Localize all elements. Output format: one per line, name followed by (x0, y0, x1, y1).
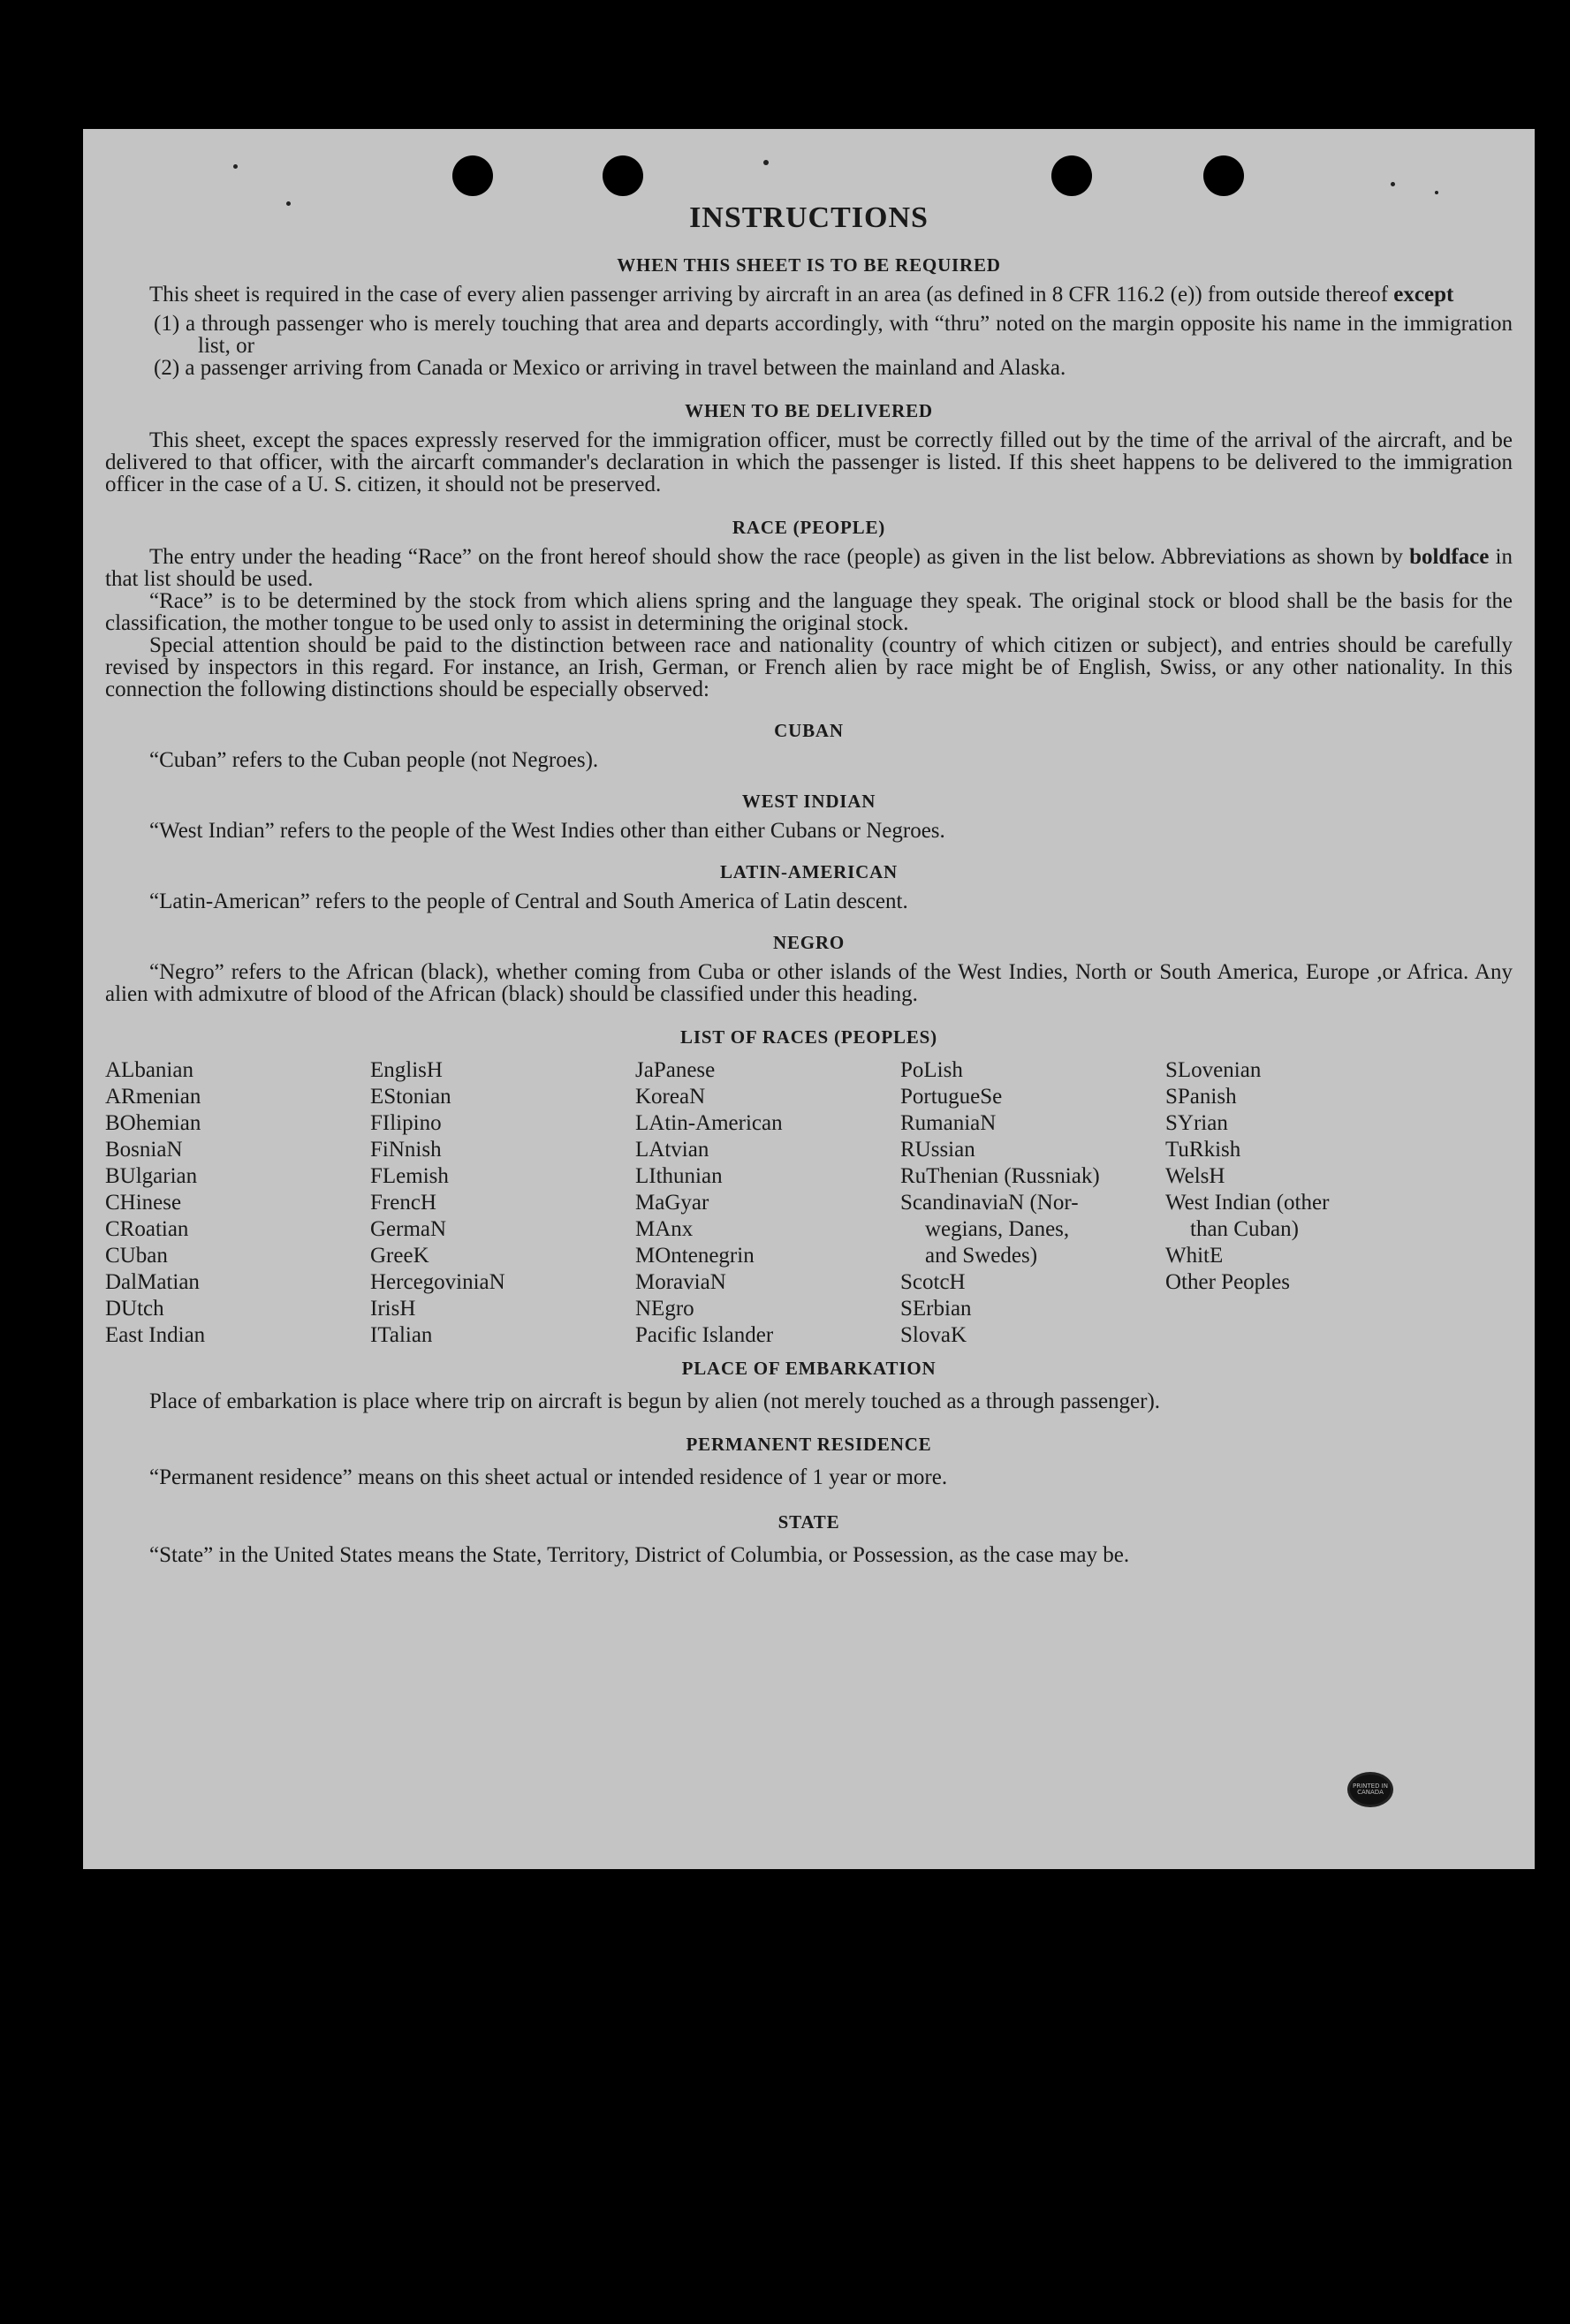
section-heading: WHEN THIS SHEET IS TO BE REQUIRED (617, 254, 1001, 276)
race-item: RumaniaN (900, 1111, 997, 1135)
races-column (105, 1057, 370, 1349)
speck (763, 160, 769, 165)
race-item: WelsH (1165, 1164, 1225, 1188)
race-item: TuRkish (1165, 1138, 1241, 1162)
required-item-2: (2) a passenger arriving from Canada or Mexico or arriving in travel between the mainland and Alaska. (154, 356, 1066, 380)
embarkation-text: Place of embarkation is place where trip on aircraft is begun by alien (not merely touched as a through passenger). (149, 1389, 1161, 1413)
latin-american-text: “Latin-American” refers to the people of Central and South America of Latin descent. (149, 889, 908, 913)
race-item: wegians, Danes, (925, 1217, 1070, 1241)
race-item: GreeK (370, 1244, 429, 1268)
race-item: LAtvian (635, 1138, 709, 1162)
delivered-text: This sheet, except the spaces expressly reserved for the immigration officer, must be correctly filled out by the time of the arrival of the aircraft, and be delivered to that officer, with the aircarft commander's declaration in which the passenger is listed. If this sheet happens to be delivered to the immigration officer in the case of a U. S. citizen, it should not be preserved. (105, 428, 1513, 496)
race-p1-bold: boldface (1409, 545, 1490, 569)
section-heading: WHEN TO BE DELIVERED (685, 400, 933, 421)
section-heading: PERMANENT RESIDENCE (686, 1434, 932, 1455)
race-item: MAnx (635, 1217, 694, 1241)
race-item: RUssian (900, 1138, 975, 1162)
speck (233, 164, 238, 169)
race-p1-tail: in that list should be used. (105, 545, 1513, 591)
race-item: ARmenian (105, 1085, 201, 1109)
race-item: FIlipino (370, 1111, 442, 1135)
race-item: PoLish (900, 1058, 963, 1082)
race-item: KoreaN (635, 1085, 706, 1109)
race-paragraph-2: “Race” is to be determined by the stock from which aliens spring and the language they speak. The original stock or blood shall be the basis for the classification, the mother tongue to be used only to assist in determining the original stock. (105, 589, 1513, 635)
race-item: FiNnish (370, 1138, 442, 1162)
race-item: West Indian (other (1165, 1191, 1330, 1215)
race-item: BUlgarian (105, 1164, 198, 1188)
race-item: JaPanese (635, 1058, 716, 1082)
race-p1-text: The entry under the heading “Race” on the front hereof should show the race (people) as given in the list below. Abbreviations as shown by (149, 545, 1410, 569)
races-column (370, 1057, 635, 1349)
race-item: Other Peoples (1165, 1270, 1290, 1294)
instructions-body (105, 242, 1513, 1566)
race-item: SPanish (1165, 1085, 1237, 1109)
section-heading: LATIN-AMERICAN (720, 861, 898, 882)
punch-hole (1203, 155, 1244, 196)
race-item: EnglisH (370, 1058, 443, 1082)
race-item: ScandinaviaN (Nor- (900, 1191, 1079, 1215)
race-item: MaGyar (635, 1191, 709, 1215)
race-item: LAtin-American (635, 1111, 783, 1135)
speck (1435, 191, 1438, 194)
punch-hole (1051, 155, 1092, 196)
race-item: SYrian (1165, 1111, 1228, 1135)
race-item: RuThenian (Russniak) (900, 1164, 1100, 1188)
section-heading: LIST OF RACES (PEOPLES) (680, 1026, 937, 1048)
race-item: ITalian (370, 1323, 433, 1347)
race-item: FLemish (370, 1164, 449, 1188)
section-heading: RACE (PEOPLE) (732, 517, 886, 538)
race-item: EStonian (370, 1085, 451, 1109)
race-item: BOhemian (105, 1111, 201, 1135)
section-heading: WEST INDIAN (741, 791, 876, 812)
race-item: PortugueSe (900, 1085, 1003, 1109)
races-column (635, 1057, 900, 1349)
race-item: LIthunian (635, 1164, 723, 1188)
race-item: and Swedes) (925, 1244, 1038, 1268)
races-column (900, 1057, 1165, 1349)
section-heading: NEGRO (772, 932, 845, 953)
race-item: CUban (105, 1244, 168, 1268)
state-text: “State” in the United States means the State, Territory, District of Columbia, or Possession, as the case may be. (149, 1543, 1130, 1567)
race-item: MoraviaN (635, 1270, 726, 1294)
punch-hole (603, 155, 643, 196)
required-item-1: (1) a through passenger who is merely touching that area and departs accordingly, with “thru” noted on the margin opposite his name in the immigration list, or (154, 312, 1513, 358)
races-list (105, 1057, 1513, 1349)
race-item: than Cuban) (1190, 1217, 1299, 1241)
race-paragraph-3: Special attention should be paid to the distinction between race and nationality (country of which citizen or subject), and entries should be carefully revised by inspectors in this regard. For instance, an Irish, German, or French alien by race might be of English, Swiss, or any other nationality. In this connection the following distinctions should be especially observed: (105, 633, 1513, 701)
race-item: ScotcH (900, 1270, 966, 1294)
document-page (83, 129, 1535, 1869)
west-indian-text: “West Indian” refers to the people of the West Indies other than either Cubans or Negroes. (149, 819, 945, 843)
page-title: INSTRUCTIONS (689, 201, 929, 234)
race-item: SLovenian (1165, 1058, 1262, 1082)
race-item: CRoatian (105, 1217, 189, 1241)
race-item: SErbian (900, 1297, 972, 1321)
required-intro (105, 284, 1513, 306)
race-item: WhitE (1165, 1244, 1224, 1268)
race-item: CHinese (105, 1191, 182, 1215)
section-heading: STATE (777, 1511, 840, 1533)
race-item: FrencH (370, 1191, 436, 1215)
residence-text: “Permanent residence” means on this sheet actual or intended residence of 1 year or more. (149, 1465, 948, 1489)
race-item: MOntenegrin (635, 1244, 755, 1268)
race-paragraph-1 (105, 546, 1513, 590)
required-intro-bold: except (1393, 283, 1454, 307)
race-item: ALbanian (105, 1058, 193, 1082)
printer-seal: PRINTED IN CANADA (1347, 1772, 1393, 1807)
race-item: East Indian (105, 1323, 206, 1347)
race-item: GermaN (370, 1217, 447, 1241)
race-item: DUtch (105, 1297, 164, 1321)
required-intro-text: This sheet is required in the case of every alien passenger arriving by aircraft in an area (as defined in 8 CFR 116.2 (e)) from outside thereof (149, 283, 1394, 307)
races-column (1165, 1057, 1404, 1349)
cuban-text: “Cuban” refers to the Cuban people (not Negroes). (149, 748, 599, 772)
race-item: SlovaK (900, 1323, 967, 1347)
negro-text: “Negro” refers to the African (black), whether coming from Cuba or other islands of the West Indies, North or South America, Europe ,or Africa. Any alien with admixutre of blood of the African (black) should be classified under this heading. (105, 960, 1513, 1006)
race-item: DalMatian (105, 1270, 200, 1294)
race-item: BosniaN (105, 1138, 183, 1162)
section-heading: PLACE OF EMBARKATION (681, 1358, 937, 1379)
speck (1391, 182, 1395, 186)
punch-hole (452, 155, 493, 196)
section-heading: CUBAN (774, 720, 844, 741)
race-item: IrisH (370, 1297, 416, 1321)
race-item: NEgro (635, 1297, 694, 1321)
race-item: HercegoviniaN (370, 1270, 505, 1294)
race-item: Pacific Islander (635, 1323, 774, 1347)
